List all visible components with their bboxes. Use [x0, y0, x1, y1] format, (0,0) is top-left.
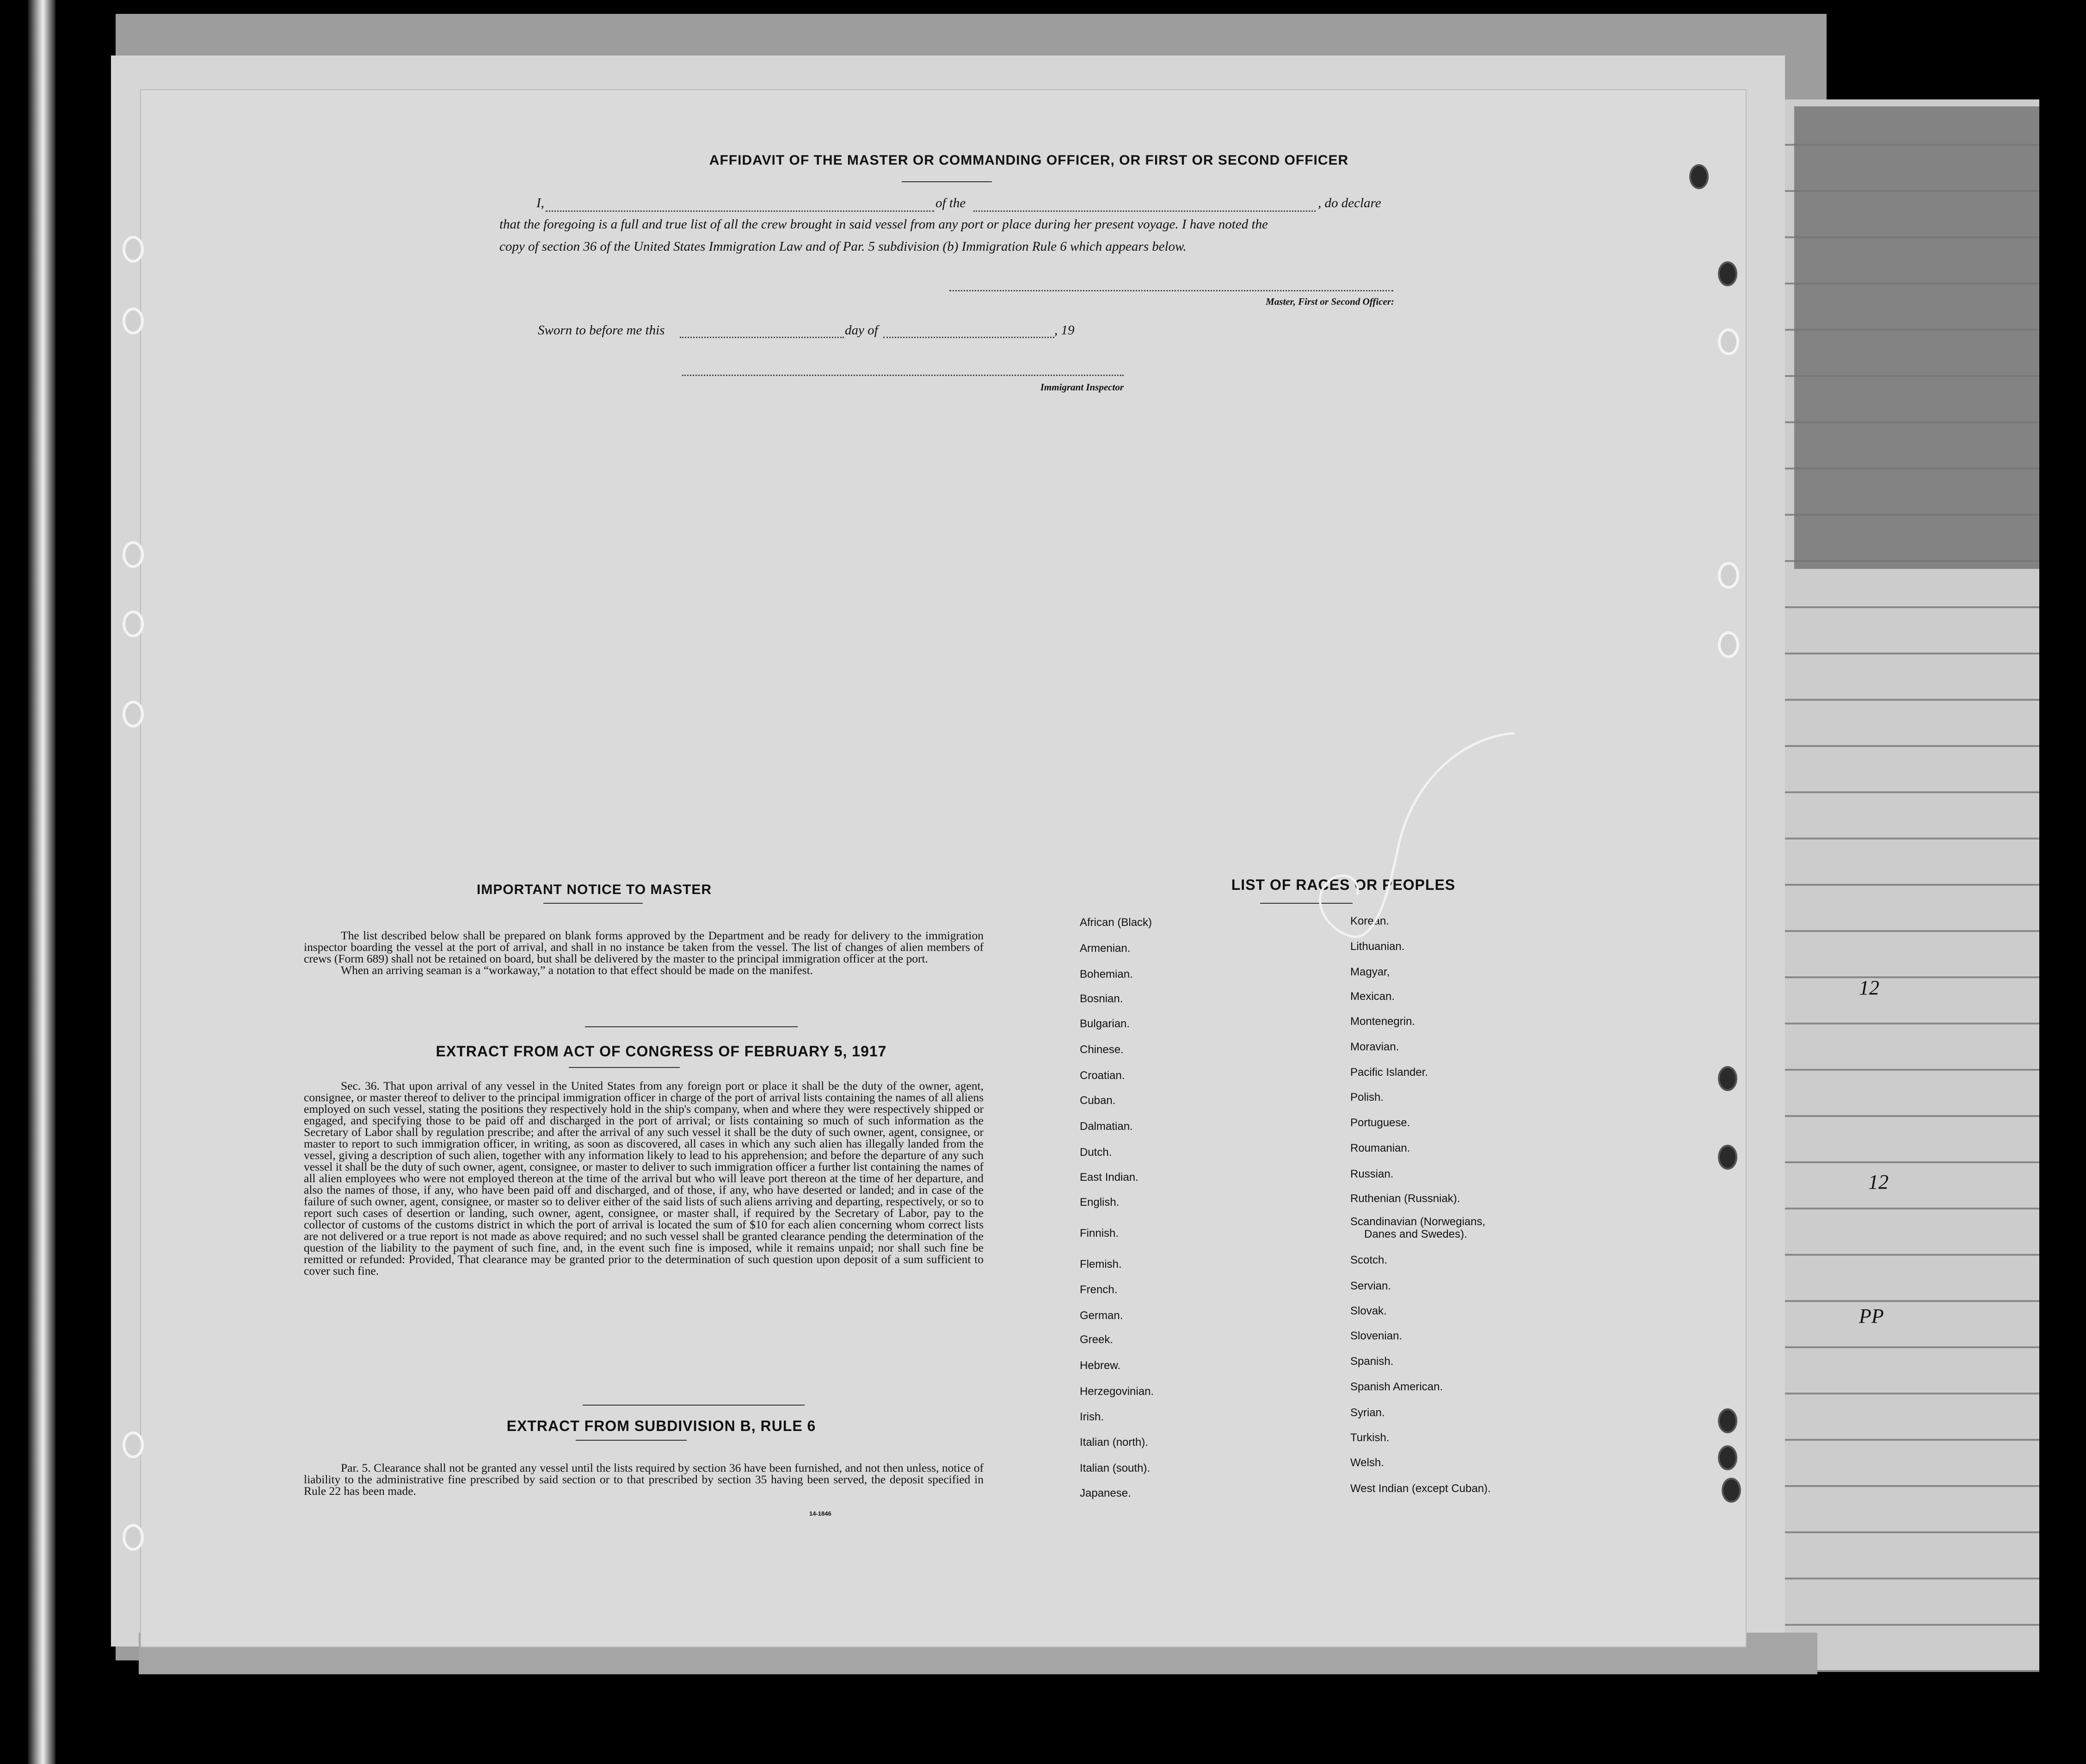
punch-hole-icon	[1689, 164, 1709, 189]
race-item: Servian.	[1350, 1280, 1391, 1292]
ruled-sheet-shadow	[1794, 106, 2039, 569]
race-item: Cuban.	[1080, 1094, 1116, 1107]
year-label: , 19	[1054, 323, 1075, 338]
notice-paragraph-1: The list described below shall be prepared on blank forms approved by the Department and be ready for delivery to the immigration inspector boarding the vessel at the port of arrival, and shall in no instance be taken from the vessel. The list of changes of alien members of crews (Form 689) shall not be retained on board, but shall be delivered by the master to the principal immigration officer at the port.	[304, 929, 984, 965]
punch-hole-icon	[1718, 1066, 1737, 1091]
name-field[interactable]	[546, 210, 934, 212]
extract-act-text: Sec. 36. That upon arrival of any vessel in the United States from any foreign port or place it shall be the duty of the owner, agent, consignee, or master thereof to deliver to the principal immigration officer in charge of the port of arrival lists containing the names of all aliens employed on such vessel, stating the positions they respectively hold in the ship's company, when and where they were respectively shipped or engaged, and specifying those to be paid off and discharged in the port of arrival; or lists containing so much of such information as the Secretary of Labor shall by regulation prescribe; and after the arrival of any such vessel it shall be the duty of such owner, agent, consignee, or master to report to such immigration officer, in writing, as soon as discovered, all cases in which any such alien has illegally landed from the vessel, giving a description of such alien, together with any information likely to lead to his apprehension; and before the departure of any such vessel it shall be the duty of such owner, agent, consignee, or master to deliver to such immigration officer a further list containing the names of all alien employees who were not employed thereon at the time of the arrival but who will leave port thereon at the time of her departure, and also the names of those, if any, who have been paid off and discharged, and of those, if any, who have deserted or landed; and in case of the failure of such owner, agent, consignee, or master so to deliver either of the said lists of such aliens arriving and departing, respectively, or so to report such cases of desertion or landing, such owner, agent, consignee, or master shall, if required by the Secretary of Labor, pay to the collector of customs of the customs district in which the port of arrival is located the sum of $10 for each alien concerning whom correct lists are not delivered or a true report is not made as above required; and no such vessel shall be granted clearance pending the determination of the question of the liability to the payment of such fine, and, in the event such fine is imposed, while it remains unpaid; nor shall such fine be remitted or refunded: Provided, That clearance may be granted prior to the determination of such question upon deposit of a sum sufficient to cover such fine.	[304, 1079, 984, 1277]
punch-hole-icon	[1718, 631, 1739, 658]
race-item: Roumanian.	[1350, 1142, 1410, 1154]
day-of-label: day of	[845, 323, 878, 338]
section-rule	[583, 1405, 805, 1406]
punch-hole-icon	[123, 611, 144, 637]
extract-act-body	[304, 1080, 984, 1277]
race-item: French.	[1080, 1283, 1118, 1296]
affidavit-of-the-label: of the	[935, 196, 966, 210]
affidavit-i-label: I,	[536, 196, 544, 210]
race-item: Lithuanian.	[1350, 940, 1405, 953]
punch-hole-icon	[123, 701, 144, 728]
race-item: Flemish.	[1080, 1258, 1122, 1271]
punch-hole-icon	[1718, 261, 1737, 286]
punch-hole-icon	[1718, 1145, 1737, 1170]
race-item: Portuguese.	[1350, 1116, 1410, 1129]
sworn-day-field[interactable]	[680, 337, 844, 338]
race-item: Spanish.	[1350, 1355, 1394, 1368]
race-item: Finnish.	[1080, 1227, 1119, 1240]
affidavit-line-3: copy of section 36 of the United States Immigration Law and of Par. 5 subdivision (b) Immigration Rule 6 which appears below.	[499, 239, 1187, 254]
race-item: Slovenian.	[1350, 1330, 1403, 1342]
race-item: East Indian.	[1080, 1171, 1138, 1184]
punch-hole-icon	[1718, 328, 1739, 355]
inspector-signature-field[interactable]	[682, 375, 1124, 376]
race-item: Dutch.	[1080, 1146, 1112, 1159]
sworn-month-field[interactable]	[883, 337, 1054, 338]
vessel-field[interactable]	[973, 210, 1316, 212]
race-item: Italian (south).	[1080, 1462, 1151, 1474]
races-title: LIST OF RACES OR PEOPLES	[1231, 876, 1456, 893]
race-item: Italian (north).	[1080, 1436, 1149, 1449]
punch-hole-icon	[1718, 1445, 1737, 1470]
punch-hole-icon	[123, 1524, 144, 1551]
punch-hole-icon	[1718, 562, 1739, 589]
race-item: Irish.	[1080, 1411, 1104, 1423]
race-item: Chinese.	[1080, 1043, 1124, 1056]
form-number: 14-1846	[809, 1510, 831, 1517]
race-item: Japanese.	[1080, 1487, 1131, 1499]
race-item: Welsh.	[1350, 1456, 1384, 1469]
margin-mark: 12	[1868, 1171, 1889, 1193]
extract-rule-rule	[576, 1440, 687, 1441]
notice-paragraph-2: When an arriving seaman is a “workaway,” a notation to that effect should be made on the manifest.	[341, 963, 813, 977]
race-item: Bohemian.	[1080, 968, 1133, 981]
race-item: Moravian.	[1350, 1041, 1399, 1053]
race-item: Syrian.	[1350, 1406, 1385, 1419]
sworn-label: Sworn to before me this	[538, 323, 665, 338]
punch-hole-icon	[123, 1431, 144, 1458]
extract-act-rule	[569, 1067, 680, 1068]
race-item: Croatian.	[1080, 1069, 1125, 1082]
punch-hole-icon	[1718, 1408, 1737, 1433]
extract-rule-title: EXTRACT FROM SUBDIVISION B, RULE 6	[506, 1418, 816, 1434]
race-item: Slovak.	[1350, 1305, 1387, 1317]
race-item: Dalmatian.	[1080, 1120, 1133, 1133]
pen-stroke-mark	[1283, 728, 1524, 950]
race-item: Turkish.	[1350, 1431, 1390, 1444]
punch-hole-icon	[1722, 1478, 1741, 1503]
race-item: Magyar,	[1350, 966, 1390, 978]
photo-edge-left	[28, 0, 55, 1764]
race-item: Russian.	[1350, 1168, 1394, 1180]
inspector-caption: Immigrant Inspector	[1040, 382, 1124, 393]
race-item: Herzegovinian.	[1080, 1385, 1154, 1398]
section-rule	[585, 1026, 798, 1027]
extract-act-title: EXTRACT FROM ACT OF CONGRESS OF FEBRUARY 5, 1917	[436, 1043, 887, 1060]
affidavit-declare-label: , do declare	[1318, 196, 1381, 210]
race-item: Armenian.	[1080, 942, 1131, 955]
race-item: Ruthenian (Russniak).	[1350, 1192, 1460, 1205]
master-signature-field[interactable]	[949, 290, 1393, 291]
race-item: Bulgarian.	[1080, 1018, 1130, 1030]
notice-rule	[543, 903, 643, 904]
race-item: Polish.	[1350, 1091, 1384, 1104]
master-caption: Master, First or Second Officer:	[1266, 296, 1394, 307]
extract-rule-text: Par. 5. Clearance shall not be granted any vessel until the lists required by section 36 have been furnished, and not then unless, notice of liability to the administrative fine prescribed by said section or to that prescribed by section 35 having been served, the deposit specified in Rule 22 has been made.	[304, 1461, 984, 1498]
race-item: Montenegrin.	[1350, 1015, 1415, 1028]
race-item: Pacific Islander.	[1350, 1066, 1428, 1079]
race-item: Scandinavian (Norwegians,	[1350, 1215, 1486, 1228]
race-item: Mexican.	[1350, 990, 1395, 1003]
race-item: Greek.	[1080, 1333, 1114, 1346]
notice-title: IMPORTANT NOTICE TO MASTER	[476, 882, 712, 897]
punch-hole-icon	[123, 308, 144, 334]
race-item: German.	[1080, 1309, 1123, 1322]
race-item: English.	[1080, 1196, 1120, 1209]
punch-hole-icon	[123, 541, 144, 568]
margin-mark: 12	[1859, 976, 1879, 999]
race-item: Scotch.	[1350, 1254, 1388, 1266]
race-item: Hebrew.	[1080, 1359, 1121, 1372]
margin-mark: PP	[1859, 1305, 1884, 1327]
notice-body	[304, 930, 984, 976]
race-item: West Indian (except Cuban).	[1350, 1482, 1491, 1495]
extract-rule-body	[304, 1462, 984, 1497]
title-rule	[902, 181, 992, 182]
affidavit-title: AFFIDAVIT OF THE MASTER OR COMMANDING OFFICER, OR FIRST OR SECOND OFFICER	[709, 153, 1349, 168]
affidavit-line-2: that the foregoing is a full and true list of all the crew brought in said vessel from any port or place during her present voyage. I have noted the	[499, 217, 1268, 232]
race-item: Korean.	[1350, 915, 1390, 927]
race-item: Danes and Swedes).	[1364, 1228, 1467, 1240]
race-item: Spanish American.	[1350, 1381, 1443, 1393]
race-item: African (Black)	[1080, 916, 1152, 929]
punch-hole-icon	[123, 236, 144, 263]
form-page	[141, 90, 1746, 1647]
race-item: Bosnian.	[1080, 993, 1123, 1005]
